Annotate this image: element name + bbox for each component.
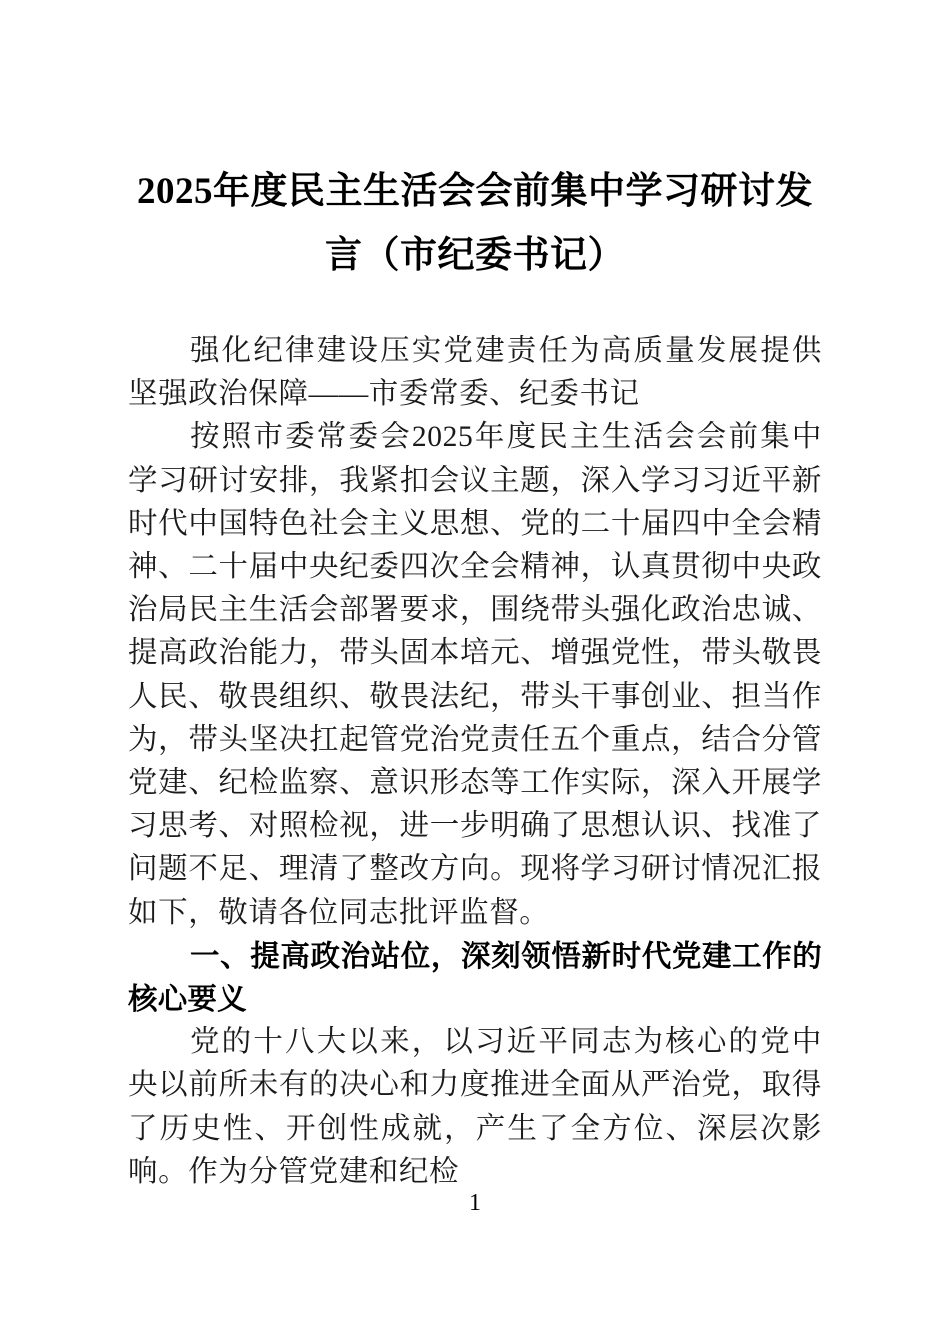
page-number: 1: [469, 1190, 481, 1216]
paragraph-section-1-body: 党的十八大以来，以习近平同志为核心的党中央以前所未有的决心和力度推进全面从严治党，取得了历史性、开创性成就，产生了全方位、深层次影响。作为分管党建和纪检: [128, 1026, 822, 1188]
paragraph-subject-line: 强化纪律建设压实党建责任为高质量发展提供坚强政治保障——市委常委、纪委书记: [128, 335, 822, 411]
document-title: 2025年度民主生活会会前集中学习研讨发言（市纪委书记）: [137, 171, 813, 276]
paragraph-opening-statement: 按照市委常委会2025年度民主生活会会前集中学习研讨安排，我紧扣会议主题，深入学习习近平新时代中国特色社会主义思想、党的二十届四中全会精神、二十届中央纪委四次全会精神，认真贯彻中央政治局民主生活会部署要求，围绕带头强化政治忠诚、提高政治能力，带头固本培元、增强党性，带头敬畏人民、敬畏组织、敬畏法纪，带头干事创业、担当作为，带头坚决扛起管党治党责任五个重点，结合分管党建、纪检监察、意识形态等工作实际，深入开展学习思考、对照检视，进一步明确了思想认识、找准了问题不足、理清了整改方向。现将学习研讨情况汇报如下，敬请各位同志批评监督。: [128, 421, 822, 929]
section-heading-1: 一、提高政治站位，深刻领悟新时代党建工作的核心要义: [128, 939, 822, 1017]
document-body: [128, 330, 822, 1194]
